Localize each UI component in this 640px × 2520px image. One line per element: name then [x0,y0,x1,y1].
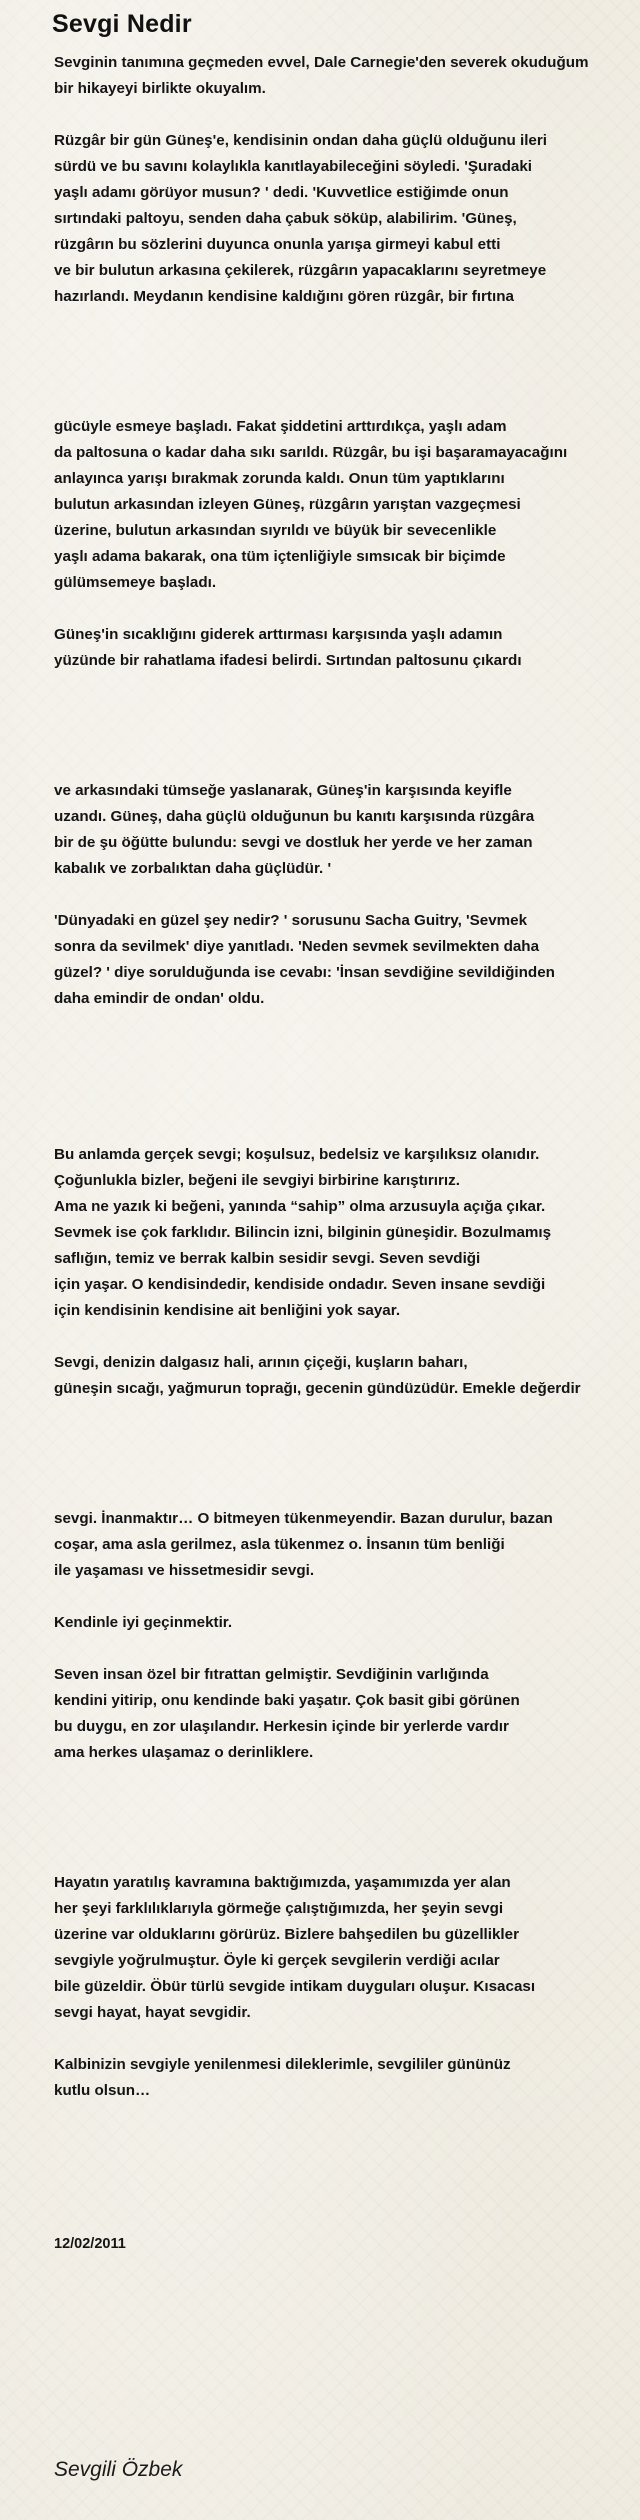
poem-line: sırtındaki paltoyu, senden daha çabuk söküp, alabilirim. 'Güneş, [54,210,517,227]
poem-line: ve bir bulutun arkasına çekilerek, rüzgârın yapacaklarını seyretmeye [54,262,547,279]
stanza [54,1506,634,1584]
poem-line: Seven insan özel bir fıtrattan gelmiştir. Sevdiğinin varlığında [54,1666,489,1683]
poem-line: için kendisinin kendisine ait benliğini yok sayar. [54,1302,401,1319]
poem-line: Sevgi, denizin dalgasız hali, arının çiçeği, kuşların baharı, [54,1354,468,1371]
poem-line: da paltosuna o kadar daha sıkı sarıldı. Rüzgâr, bu işi başaramayacağını [54,444,568,461]
poem-line: Kalbinizin sevgiyle yenilenmesi dileklerimle, sevgililer gününüz [54,2056,511,2073]
poem-body [54,50,634,2104]
poem-line: sevgiyle yoğrulmuştur. Öyle ki gerçek sevgilerin verdiği acılar [54,1952,500,1969]
poem-line: Hayatın yaratılış kavramına baktığımızda, yaşamımızda yer alan [54,1874,511,1891]
poem-line: Sevmek ise çok farklıdır. Bilincin izni, bilginin güneşidir. Bozulmamış [54,1224,552,1241]
poem-line: için yaşar. O kendisindedir, kendiside ondadır. Seven insane sevdiği [54,1276,546,1293]
poem-line: bir de şu öğütte bulundu: sevgi ve dostluk her yerde ve her zaman [54,834,533,851]
poem-line: bu duygu, en zor ulaşılandır. Herkesin içinde bir yerlerde vardır [54,1718,509,1735]
stanza [54,1142,634,1324]
poem-line: sevgi. İnanmaktır… O bitmeyen tükenmeyendir. Bazan durulur, bazan [54,1510,553,1527]
poem-line: daha emindir de ondan' oldu. [54,990,265,1007]
poem-line: yaşlı adamı görüyor musun? ' dedi. 'Kuvvetlice estiğimde onun [54,184,509,201]
poem-line: kendini yitirip, onu kendinde baki yaşatır. Çok basit gibi görünen [54,1692,520,1709]
poem-line: üzerine, bulutun arkasından sıyrıldı ve büyük bir sevecenlikle [54,522,497,539]
poem-line: yaşlı adama bakarak, ona tüm içtenliğiyle sımsıcak bir biçimde [54,548,506,565]
stanza [54,2052,634,2104]
poem-line: rüzgârın bu sözlerini duyunca onunla yarışa girmeyi kabul etti [54,236,501,253]
poem-line: ama herkes ulaşamaz o derinliklere. [54,1744,314,1761]
stanza [54,50,634,102]
stanza [54,128,634,310]
poem-line: anlayınca yarışı bırakmak zorunda kaldı. Onun tüm yaptıklarını [54,470,505,487]
poem-line: üzerine var olduklarını görürüz. Bizlere bahşedilen bu güzellikler [54,1926,520,1943]
poem-line: Ama ne yazık ki beğeni, yanında “sahip” olma arzusuyla açığa çıkar. [54,1198,546,1215]
stanza [54,1350,634,1402]
poem-line: 'Dünyadaki en güzel şey nedir? ' sorusunu Sacha Guitry, 'Sevmek [54,912,528,929]
poem-line: Sevginin tanımına geçmeden evvel, Dale Carnegie'den severek okuduğum [54,54,589,71]
stanza [54,908,634,1012]
stanza [54,1870,634,2026]
poem-line: kabalık ve zorbalıktan daha güçlüdür. ' [54,860,332,877]
poem-line: saflığın, temiz ve berrak kalbin sesidir sevgi. Seven sevdiği [54,1250,481,1267]
poem-line: yüzünde bir rahatlama ifadesi belirdi. Sırtından paltosunu çıkardı [54,652,522,669]
poem-line: hazırlandı. Meydanın kendisine kaldığını gören rüzgâr, bir fırtına [54,288,514,305]
poem-line: kutlu olsun… [54,2082,151,2099]
poem-line: bir hikayeyi birlikte okuyalım. [54,80,266,97]
poem-line: Bu anlamda gerçek sevgi; koşulsuz, bedelsiz ve karşılıksız olanıdır. [54,1146,540,1163]
poem-line: ve arkasındaki tümseğe yaslanarak, Güneş'in karşısında keyifle [54,782,512,799]
poem-line: bulutun arkasından izleyen Güneş, rüzgârın yarıştan vazgeçmesi [54,496,521,513]
poem-line: ile yaşaması ve hissetmesidir sevgi. [54,1562,315,1579]
stanza [54,414,634,596]
poem-line: gücüyle esmeye başladı. Fakat şiddetini arttırdıkça, yaşlı adam [54,418,507,435]
poem-line: güneşin sıcağı, yağmurun toprağı, gecenin gündüzüdür. Emekle değerdir [54,1380,581,1397]
author-name: Sevgili Özbek [54,2458,183,2481]
stanza [54,778,634,882]
poem-line: sürdü ve bu savını kolaylıkla kanıtlayabileceğini söyledi. 'Şuradaki [54,158,532,175]
poem-line: Güneş'in sıcaklığını giderek arttırması karşısında yaşlı adamın [54,626,503,643]
page-title: Sevgi Nedir [52,10,192,38]
stanza [54,1662,634,1766]
poem-line: uzandı. Güneş, daha güçlü olduğunun bu kanıtı karşısında rüzgâra [54,808,535,825]
poem-line: gülümsemeye başladı. [54,574,217,591]
poem-line: Çoğunlukla bizler, beğeni ile sevgiyi birbirine karıştırırız. [54,1172,460,1189]
poem-line: güzel? ' diye sorulduğunda ise cevabı: 'İnsan sevdiğine sevildiğinden [54,964,555,981]
poem-line: sonra da sevilmek' diye yanıtladı. 'Neden sevmek sevilmekten daha [54,938,540,955]
stanza [54,1610,634,1636]
poem-line: Rüzgâr bir gün Güneş'e, kendisinin ondan daha güçlü olduğunu ileri [54,132,548,149]
publish-date: 12/02/2011 [54,2236,126,2252]
stanza [54,622,634,674]
poem-line: bile güzeldir. Öbür türlü sevgide intikam duyguları oluşur. Kısacası [54,1978,536,1995]
poem-line: coşar, ama asla gerilmez, asla tükenmez o. İnsanın tüm benliği [54,1536,505,1553]
poem-line: sevgi hayat, hayat sevgidir. [54,2004,251,2021]
poem-line: Kendinle iyi geçinmektir. [54,1614,233,1631]
poem-line: her şeyi farklılıklarıyla görmeğe çalıştığımızda, her şeyin sevgi [54,1900,504,1917]
